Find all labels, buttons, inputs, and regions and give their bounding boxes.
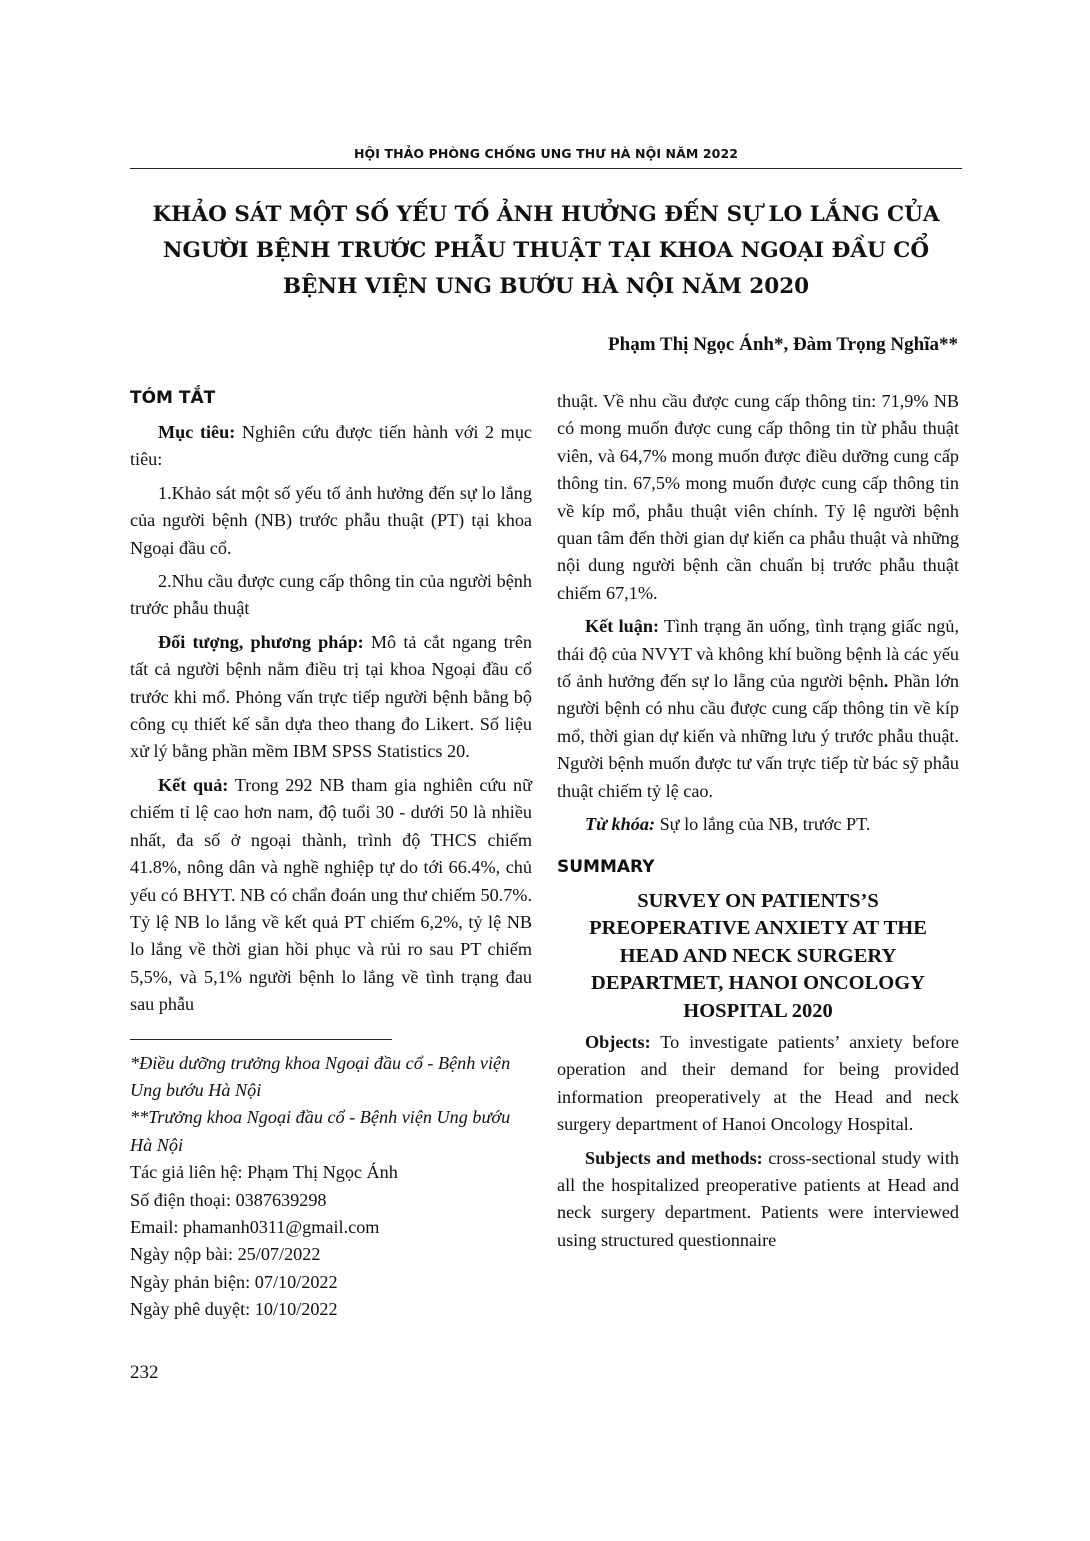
methods-label: Đối tượng, phương pháp: <box>158 631 364 652</box>
keywords-text: Sự lo lắng của NB, trước PT. <box>655 814 871 835</box>
methods-paragraph <box>130 629 532 766</box>
objective-text: Nghiên cứu được tiến hành với 2 mục tiêu: <box>130 422 532 470</box>
footnote-submitted-date: Ngày nộp bài: 25/07/2022 <box>130 1244 321 1265</box>
subjects-label: Subjects and methods: <box>585 1147 763 1168</box>
subjects-paragraph <box>557 1145 959 1255</box>
keywords-paragraph <box>557 811 959 838</box>
header-rule <box>130 168 962 169</box>
objective-label: Mục tiêu: <box>158 422 236 442</box>
summary-title-line-4: DEPARTMET, HANOI ONCOLOGY <box>591 972 925 994</box>
objective-item-2: 2.Nhu cầu được cung cấp thông tin của người bệnh trước phẫu thuật <box>130 571 532 619</box>
summary-title-line-5: HOSPITAL 2020 <box>683 999 833 1022</box>
methods-text: Mô tả cắt ngang trên tất cả người bệnh nằm điều trị tại khoa Ngoại đầu cổ trước khi mổ. Phỏng vấn trực tiếp người bệnh bằng bộ công cụ thiết kế sẵn dựa theo thang đo Likert. Số liệu xử lý bằng phần mềm IBM SPSS Statistics 20. <box>130 631 533 762</box>
conclusion-text-a: Tình trạng ăn uống, tình trạng giấc ngủ, thái độ của NVYT và không khí buồng bệnh là các yếu tố ảnh hưởng đến sự lo lẵng của người bệnh <box>557 616 959 692</box>
footnote-phone: Số điện thoại: 0387639298 <box>130 1189 327 1210</box>
footnote-contact: Tác giả liên hệ: Phạm Thị Ngọc Ánh <box>130 1162 398 1183</box>
conclusion-text-b: Phần lớn người bệnh có nhu cầu được cung cấp thông tin về kíp mổ, thời gian dự kiến và những lưu ý trước phẫu thuật. Người bệnh muốn được tư vấn trực tiếp từ bác sỹ phẫu thuật chiếm tỷ lệ cao. <box>557 671 959 801</box>
subjects-text: cross-sectional study with all the hospitalized preoperative patients at Head and neck surgery department. Patients were interviewed using structured questionnaire <box>557 1147 959 1250</box>
author-list: Phạm Thị Ngọc Ánh*, Đàm Trọng Nghĩa** <box>608 334 958 355</box>
summary-title-line-1: SURVEY ON PATIENTS’S <box>637 889 879 912</box>
abstract-heading: TÓM TẮT <box>130 388 216 408</box>
page-number: 232 <box>130 1362 159 1383</box>
objects-label: Objects: <box>585 1032 651 1052</box>
conclusion-dot: . <box>883 671 889 692</box>
objective-item-1: 1.Khảo sát một số yếu tố ảnh hưởng đến sự lo lắng của người bệnh (NB) trước phẫu thuật (PT) tại khoa Ngoại đầu cổ. <box>130 482 532 558</box>
title-line-2: NGƯỜI BỆNH TRƯỚC PHẪU THUẬT TẠI KHOA NGOẠI ĐẦU CỔ <box>162 238 930 263</box>
footnote-affiliation-2: **Trưởng khoa Ngoại đầu cổ - Bệnh viện Ung bướu Hà Nội <box>130 1107 511 1155</box>
objects-paragraph <box>557 1029 959 1139</box>
conclusion-label: Kết luận: <box>585 616 660 637</box>
results-paragraph <box>130 772 532 1019</box>
objective-paragraph <box>130 419 532 474</box>
footnote-email: Email: phamanh0311@gmail.com <box>130 1216 380 1237</box>
article-title <box>150 197 942 305</box>
right-column <box>557 388 959 1260</box>
keywords-label: Từ khóa: <box>585 814 656 835</box>
objects-text: To investigate patients’ anxiety before operation and their demand for being provided information preoperatively at the Head and neck surgery department of Hanoi Oncology Hospital. <box>557 1032 959 1135</box>
summary-heading: SUMMARY <box>557 856 655 877</box>
results-label: Kết quả: <box>158 774 229 795</box>
summary-title-line-2: PREOPERATIVE ANXIETY AT THE <box>589 917 927 939</box>
footnote-reviewed-date: Ngày phản biện: 07/10/2022 <box>130 1271 338 1292</box>
footnote-rule <box>130 1039 392 1040</box>
running-header: HỘI THẢO PHÒNG CHỐNG UNG THƯ HÀ NỘI NĂM 2022 <box>353 146 739 161</box>
footnote-affiliation-1: *Điều dưỡng trưởng khoa Ngoại đầu cổ - Bệnh viện Ung bướu Hà Nội <box>130 1052 511 1100</box>
title-line-1: KHẢO SÁT MỘT SỐ YẾU TỐ ẢNH HƯỞNG ĐẾN SỰ LO LẮNG CỦA <box>152 202 940 227</box>
conclusion-paragraph <box>557 613 959 805</box>
left-column <box>130 386 532 1324</box>
footnote-approved-date: Ngày phê duyệt: 10/10/2022 <box>130 1299 338 1320</box>
summary-title <box>557 888 959 1026</box>
results-continuation: thuật. Về nhu cầu được cung cấp thông tin: 71,9% NB có mong muốn được cung cấp thông tin từ phẫu thuật viên, và 64,7% mong muốn được điều dưỡng cung cấp thông tin. 67,5% mong muốn được cung cấp thông tin về kíp mổ, phẫu thuật viên chính. Tỷ lệ người bệnh quan tâm đến thời gian dự kiến ca phẫu thuật và những nội dung người bệnh cần chuẩn bị trước phẫu thuật chiếm 67,1%. <box>557 391 959 603</box>
results-text: Trong 292 NB tham gia nghiên cứu nữ chiếm tỉ lệ cao hơn nam, độ tuổi 30 - dưới 50 là nhiều nhất, đa số ở ngoại thành, trình độ THCS chiếm 41.8%, nông dân và nghề nghiệp tự do tới 66.4%, chủ yếu có BHYT. NB có chẩn đoán ung thư chiếm 50.7%. Tỷ lệ NB lo lắng về kết quả PT chiếm 6,2%, tỷ lệ NB lo lắng về thời gian hồi phục và rủi ro sau PT chiếm 5,5%, và 5,1% người bệnh lo lắng về tình trạng đau sau phẫu <box>130 774 533 1015</box>
summary-title-line-3: HEAD AND NECK SURGERY <box>619 944 897 967</box>
title-line-3: BỆNH VIỆN UNG BƯỚU HÀ NỘI NĂM 2020 <box>282 274 810 299</box>
